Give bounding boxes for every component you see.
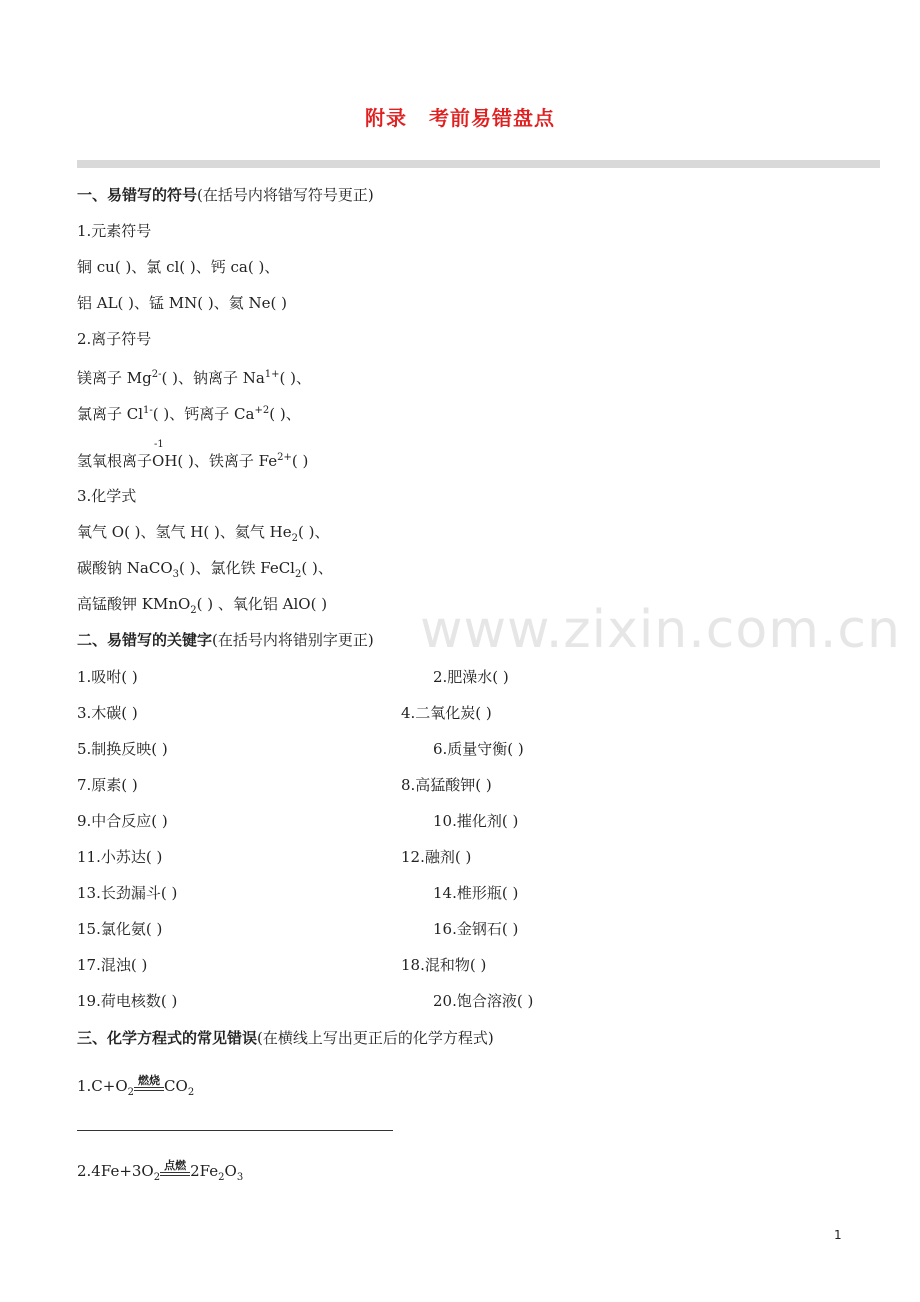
eq1-arrow [134,1074,164,1097]
keyword-item: 3.木碳( ) [77,704,138,722]
keyword-item: 15.氯化氨( ) [77,920,163,938]
oh-text: 氢氧根离子 [77,452,153,470]
o2-line-end: ( )、 [297,523,330,541]
ion-line-cl [77,401,301,424]
he-subscript: 2 [291,533,298,544]
formula-line1 [77,522,329,549]
cl-charge: 1- [143,405,153,416]
keyword-item: 8.高猛酸钾( ) [401,776,492,794]
section3-title: 三、化学方程式的常见错误 [77,1029,258,1047]
mg-line-end: ( )、 [279,369,312,387]
title-part2: 考前易错盘点 [429,106,555,130]
eq2-reactants: 2.4Fe+3O [77,1162,154,1180]
mg-text: 镁离子 Mg [77,369,152,387]
o2-text: 氧气 O( )、氢气 H( )、氦气 He [77,523,292,541]
equation-1 [77,1076,194,1103]
keyword-item: 17.混浊( ) [77,956,148,974]
eq2-sub2: 2 [218,1172,225,1183]
formula-line3 [77,594,327,621]
keyword-item: 13.长劲漏斗( ) [77,884,178,902]
section1-note: (在括号内将错写符号更正) [197,186,374,204]
element-symbols-line2: 铝 AL( )、锰 MN( )、氦 Ne( ) [77,294,288,312]
section1-sub3: 3.化学式 [77,487,137,505]
eq2-condition: 点燃 [164,1159,187,1172]
kmno-subscript: 2 [190,605,197,616]
cl-line-end: ( )、 [269,405,301,423]
keyword-item: 7.原素( ) [77,776,138,794]
naco-subscript: 3 [172,569,179,580]
na-charge: 1+ [264,369,280,380]
oh-formula [152,439,178,471]
page-title [0,102,920,131]
section1-sub2: 2.离子符号 [77,330,152,348]
element-symbols-line1: 铜 cu( )、氯 cl( )、钙 ca( )、 [77,258,280,276]
title-divider [77,160,880,168]
ca-text: ( )、钙离子 Ca [152,405,255,423]
fecl-text: ( )、氯化铁 FeCl [179,559,295,577]
eq2-sub3: 3 [236,1172,244,1183]
kmno-text: 高锰酸钾 KMnO [77,595,191,613]
keyword-item: 18.混和物( ) [401,956,487,974]
mg-charge: 2- [151,369,162,380]
fe-charge: 2+ [277,452,292,463]
keyword-item: 12.融剂( ) [401,848,472,866]
section2-heading [77,630,374,650]
ca-charge: +2 [254,405,270,416]
section2-title: 二、易错写的关键字 [77,631,213,649]
title-part1: 附录 [365,106,407,130]
equation-2 [77,1161,243,1188]
naco-text: 碳酸钠 NaCO [77,559,173,577]
keyword-item: 6.质量守衡( ) [433,740,524,758]
watermark: www.zixin.com.cn [420,600,901,660]
naco-line-end: ( )、 [301,559,333,577]
eq2-products-o: O [224,1162,237,1180]
section1-heading [77,185,374,205]
ion-line-mg [77,365,311,388]
section3-note: (在横线上写出更正后的化学方程式) [257,1029,494,1047]
eq1-products: CO [164,1077,188,1095]
oh-valence: -1 [154,439,164,450]
page-number: 1 [834,1228,842,1242]
eq2-products: 2Fe [190,1162,219,1180]
eq1-sub2: 2 [187,1087,195,1098]
keyword-item: 19.荷电核数( ) [77,992,178,1010]
answer-line [77,1130,393,1131]
eq2-sub1: 2 [153,1172,161,1183]
keyword-item: 9.中合反应( ) [77,812,168,830]
section2-note: (在括号内将错别字更正) [212,631,374,649]
section1-sub1: 1.元素符号 [77,222,152,240]
ion-line-oh [77,439,309,471]
eq1-sub1: 2 [127,1087,135,1098]
keyword-item: 20.饱合溶液( ) [433,992,534,1010]
fecl-subscript: 2 [294,569,302,580]
section1-title: 一、易错写的符号 [77,186,198,204]
keyword-item: 16.金钢石( ) [433,920,519,938]
eq2-arrow [160,1159,190,1182]
fe-text: ( )、铁离子 Fe [177,452,278,470]
keyword-item: 5.制换反映( ) [77,740,168,758]
oh-symbol: OH [152,452,178,470]
kmno-line-end: ( ) 、氧化铝 AlO( ) [196,595,328,613]
keyword-item: 4.二氧化炭( ) [401,704,492,722]
formula-line2 [77,558,333,585]
cl-text: 氯离子 Cl [77,405,144,423]
keyword-item: 2.肥澡水( ) [433,668,509,686]
keyword-item: 11.小苏达( ) [77,848,163,866]
eq1-reactants: 1.C+O [77,1077,128,1095]
keyword-item: 1.吸咐( ) [77,668,138,686]
oh-line-end: ( ) [291,452,309,470]
keyword-item: 10.摧化剂( ) [433,812,519,830]
section3-heading [77,1028,494,1048]
eq1-condition: 燃烧 [138,1074,161,1087]
keyword-item: 14.椎形瓶( ) [433,884,519,902]
na-text: ( )、钠离子 Na [161,369,265,387]
